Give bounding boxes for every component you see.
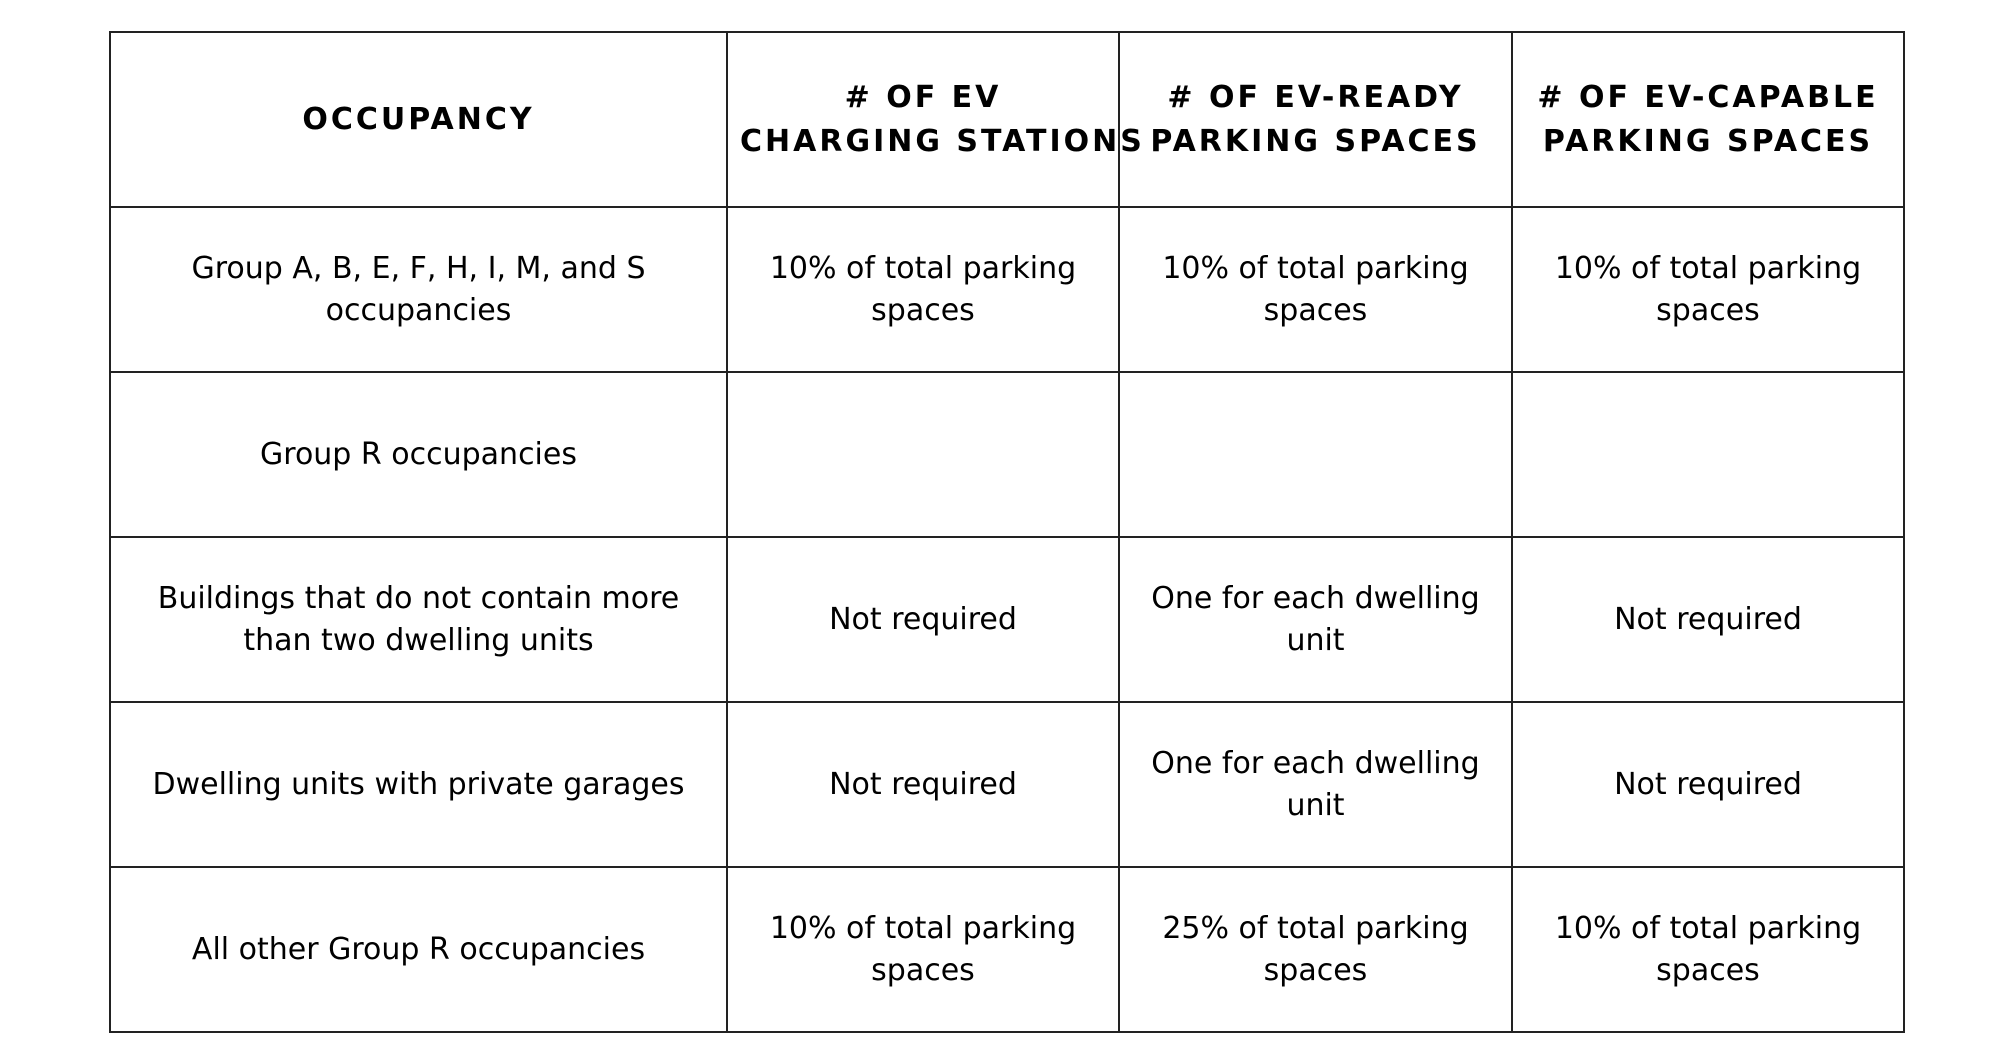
table-body	[110, 207, 1904, 1032]
cell-ev-capable: Not required	[1512, 702, 1904, 867]
header-charging-stations-line-1: # OF EV	[844, 79, 1002, 115]
cell-charging-stations	[727, 372, 1119, 537]
table-row	[110, 372, 1904, 537]
table-row	[110, 867, 1904, 1032]
header-ev-ready-line-1: # OF EV-READY	[1167, 79, 1464, 115]
cell-ev-ready: One for each dwelling unit	[1119, 702, 1512, 867]
cell-charging-stations: 10% of total parking spaces	[727, 207, 1119, 372]
cell-charging-stations: 10% of total parking spaces	[727, 867, 1119, 1032]
table-row	[110, 702, 1904, 867]
table-row	[110, 537, 1904, 702]
cell-occupancy: All other Group R occupancies	[110, 867, 727, 1032]
table-header	[110, 32, 1904, 207]
header-ev-ready	[1119, 32, 1512, 207]
cell-ev-ready: 25% of total parking spaces	[1119, 867, 1512, 1032]
cell-ev-capable: Not required	[1512, 537, 1904, 702]
cell-occupancy: Group R occupancies	[110, 372, 727, 537]
cell-ev-ready	[1119, 372, 1512, 537]
header-charging-stations-line-2: CHARGING STATIONS	[740, 123, 1145, 159]
cell-ev-capable: 10% of total parking spaces	[1512, 867, 1904, 1032]
cell-ev-ready: 10% of total parking spaces	[1119, 207, 1512, 372]
cell-occupancy: Group A, B, E, F, H, I, M, and S occupancies	[110, 207, 727, 372]
header-ev-capable-line-1: # OF EV-CAPABLE	[1537, 79, 1879, 115]
header-ev-ready-line-2: PARKING SPACES	[1150, 123, 1481, 159]
header-ev-capable-line-2: PARKING SPACES	[1542, 123, 1874, 159]
cell-charging-stations: Not required	[727, 537, 1119, 702]
cell-charging-stations: Not required	[727, 702, 1119, 867]
cell-ev-ready: One for each dwelling unit	[1119, 537, 1512, 702]
cell-ev-capable: 10% of total parking spaces	[1512, 207, 1904, 372]
header-charging-stations	[727, 32, 1145, 207]
cell-ev-capable	[1512, 372, 1904, 537]
cell-occupancy: Dwelling units with private garages	[110, 702, 727, 867]
table-row	[110, 207, 1904, 372]
ev-requirements-table	[109, 31, 1905, 1033]
header-ev-capable	[1512, 32, 1904, 207]
header-occupancy-line-1: OCCUPANCY	[302, 101, 535, 137]
header-occupancy	[110, 32, 727, 207]
cell-occupancy: Buildings that do not contain more than two dwelling units	[110, 537, 727, 702]
header-row	[110, 32, 1904, 207]
